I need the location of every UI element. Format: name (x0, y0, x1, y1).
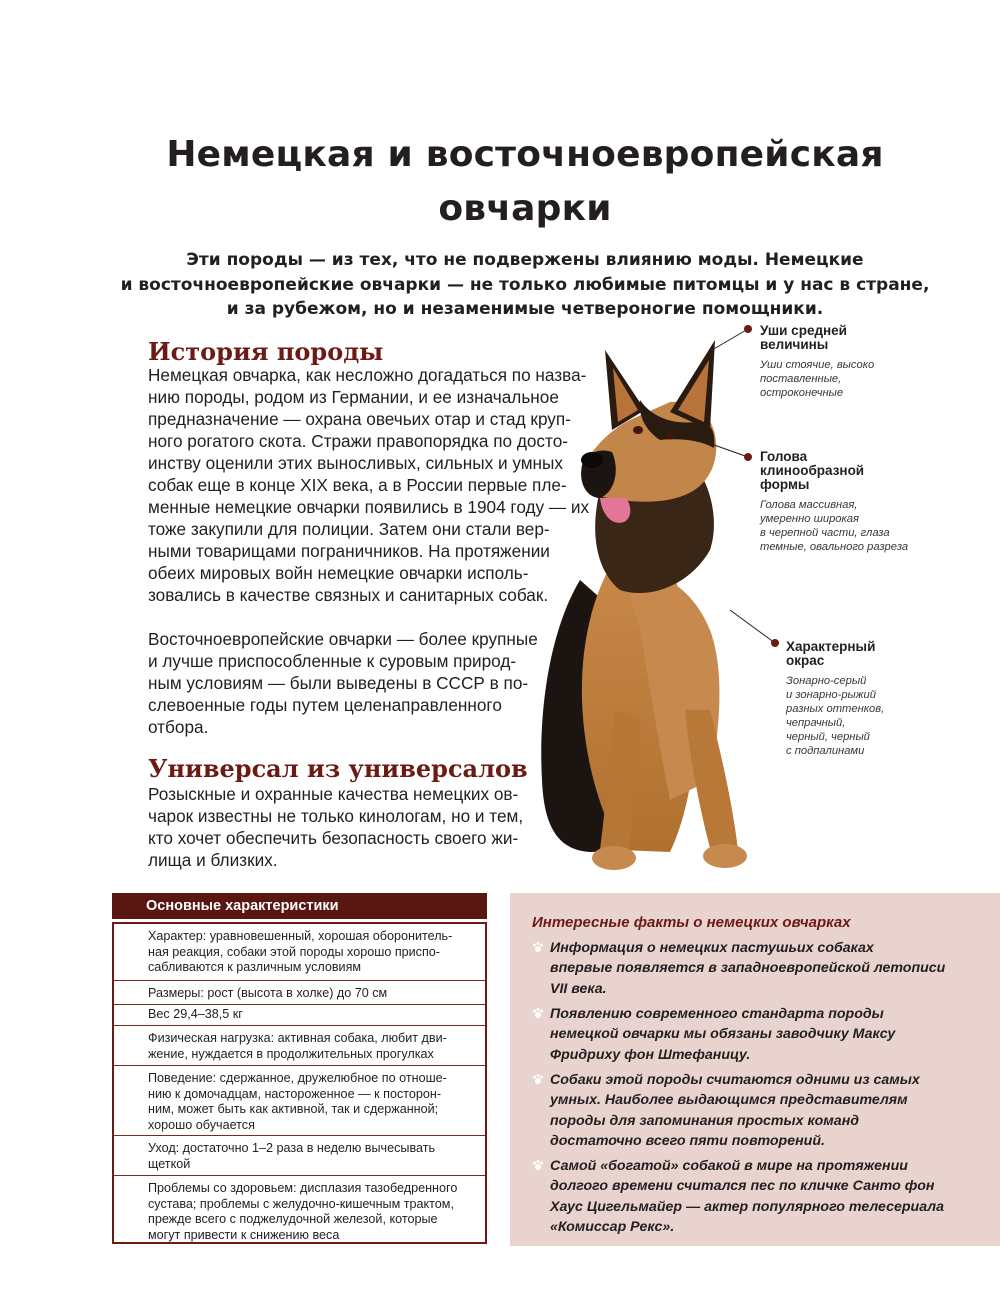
text-line: обеих мировых войн немецкие овчарки исполь- (148, 563, 529, 583)
paw-icon (532, 1159, 544, 1171)
fact-line: Появлению современного стандарта породы (550, 1006, 884, 1022)
history-heading: История породы (148, 337, 384, 366)
table-cell-line: нию к домочадцам, настороженное — к посторон- (148, 1086, 442, 1101)
table-cell-line: щеткой (148, 1156, 191, 1171)
fact-line: долгого времени считался пес по кличке Санто фон (550, 1178, 935, 1195)
callout-desc-line: темные, овального разреза (760, 541, 909, 553)
page-title-line: овчарки (438, 188, 612, 229)
callout-coat (786, 640, 884, 758)
fact-line: Хаус Цигельмайер — актер популярного телесериала (550, 1198, 945, 1215)
table-row (114, 1136, 485, 1176)
callout-desc-line: чепрачный, (786, 717, 846, 729)
callout-ears (760, 324, 874, 400)
fact-line: умных. Наиболее выдающимся представителям (550, 1092, 908, 1109)
intro-line: и за рубежом, но и незаменимые четвероногие помощники. (226, 299, 824, 319)
text-line: тоже закупили для полиции. Затем они стали вер- (148, 519, 550, 539)
callout-title (786, 640, 884, 668)
callout-desc-line: умеренно широкая (760, 513, 860, 525)
callout-desc-line: поставленные, (760, 373, 842, 385)
page-title-line: Немецкая и восточноевропейская (166, 134, 884, 175)
table-row (114, 1026, 485, 1066)
callout-description (760, 498, 908, 554)
callout-desc-line: Голова массивная, (760, 499, 858, 511)
callout-title-line: величины (760, 337, 829, 352)
table-cell-line: Вес 29,4–38,5 кг (148, 1007, 243, 1021)
paw-icon (532, 1007, 544, 1019)
callout-desc-line: и зонарно-рыжий (786, 689, 876, 701)
table-cell-line: ная реакция, собаки этой породы хорошо приспо- (148, 944, 440, 959)
table-cell-line: сабливаются к различным условиям (148, 960, 362, 974)
text-line: лища и близких. (148, 850, 278, 870)
fact-line: Самой «богатой» собакой в мире на протяжении (550, 1158, 908, 1174)
table-row (114, 981, 485, 1005)
fact-line: породы для запоминания простых команд (550, 1112, 860, 1129)
text-line: ного рогатого скота. Стражи правопорядка по досто- (148, 431, 568, 451)
fact-line: Фридриху фон Штефаницу. (550, 1046, 751, 1063)
text-line: нию породы, родом из Германии, и ее изначальное (148, 387, 559, 407)
fact-line: впервые появляется в западноевропейской летописи (550, 960, 946, 977)
universal-heading: Универсал из универсалов (148, 754, 528, 783)
fact-item (550, 1156, 944, 1238)
text-line: инству оценили этих выносливых, сильных и умных (148, 453, 563, 473)
callout-desc-line: разных оттенков, (786, 703, 885, 715)
table-cell-line: Характер: уравновешенный, хорошая оборонитель- (148, 929, 453, 943)
text-line: и лучше приспособленные к суровым природ- (148, 651, 517, 671)
fact-line: Собаки этой породы считаются одними из самых (550, 1072, 920, 1088)
table-cell-line: Физическая нагрузка: активная собака, любит дви- (148, 1031, 447, 1045)
characteristics-header: Основные характеристики (112, 893, 487, 919)
text-line: слевоенные годы путем целенаправленного (148, 695, 502, 715)
fact-item (550, 1070, 920, 1152)
table-cell-line: Уход: достаточно 1–2 раза в неделю вычесывать (148, 1141, 436, 1155)
table-row (114, 1005, 485, 1026)
table-row (114, 1066, 485, 1136)
facts-title: Интересные факты о немецких овчарках (532, 914, 851, 931)
fact-item (550, 938, 945, 999)
text-line: чарок известны не только кинологам, но и тем, (148, 806, 524, 826)
table-cell-line: Поведение: сдержанное, дружелюбное по отноше- (148, 1071, 447, 1085)
callout-title-line: клинообразной (760, 463, 865, 478)
callout-title (760, 450, 908, 492)
intro-line: и восточноевропейские овчарки — не только любимые питомцы и у нас в стране, (120, 274, 930, 295)
fact-line: достаточно всего пяти повторений. (550, 1133, 825, 1150)
table-cell-line: могут привести к снижению веса (148, 1227, 340, 1242)
callout-desc-line: с подпалинами (786, 745, 865, 757)
text-line: зовались в качестве связных и санитарных собак. (148, 585, 549, 605)
german-shepherd-illustration (520, 330, 810, 890)
text-line: Восточноевропейские овчарки — более крупные (148, 629, 538, 649)
callout-description (760, 358, 874, 400)
facts-box (510, 893, 1000, 1246)
text-line: собак еще в конце XIX века, а в России первые пле- (148, 475, 567, 495)
fact-line: Информация о немецких пастушьих собаках (550, 940, 874, 956)
callout-desc-line: черный, черный (786, 731, 870, 743)
page-title (100, 128, 950, 236)
callout-description (786, 674, 884, 758)
callout-title-line: Характерный (786, 639, 876, 654)
table-row (114, 924, 485, 981)
table-cell-line: жение, нуждается в продолжительных прогулках (148, 1046, 434, 1061)
intro-line: Эти породы — из тех, что не подвержены влиянию моды. Немецкие (186, 250, 864, 270)
callout-head (760, 450, 908, 554)
text-line: Немецкая овчарка, как несложно догадаться по назва- (148, 365, 587, 385)
intro-lead (100, 248, 950, 322)
table-cell-line: прежде всего с поджелудочной железой, которые (148, 1212, 438, 1226)
characteristics-table (112, 922, 487, 1244)
callout-desc-line: Уши стоячие, высоко (760, 359, 875, 371)
table-cell-line: Проблемы со здоровьем: дисплазия тазобедренного (148, 1181, 458, 1195)
text-line: предназначение — охрана овечьих отар и стад круп- (148, 409, 571, 429)
text-line: ным условиям — были выведены в СССР в по- (148, 673, 529, 693)
callout-title-line: Уши средней (760, 323, 847, 338)
table-row (114, 1176, 485, 1242)
table-cell-line: сустава; проблемы с желудочно-кишечным трактом, (148, 1196, 454, 1211)
paw-icon (532, 1073, 544, 1085)
fact-item (550, 1004, 895, 1065)
fact-line: VII века. (550, 980, 607, 997)
table-cell-line: хорошо обучается (148, 1117, 255, 1132)
callout-desc-line: в черепной части, глаза (760, 527, 890, 539)
text-line: кто хочет обеспечить безопасность своего жи- (148, 828, 519, 848)
fact-line: немецкой овчарки мы обязаны заводчику Максу (550, 1026, 896, 1043)
table-cell-line: Размеры: рост (высота в холке) до 70 см (148, 986, 388, 1000)
callout-title-line: формы (760, 477, 810, 492)
callout-title-line: окрас (786, 653, 825, 668)
text-line: отбора. (148, 717, 209, 737)
callout-desc-line: остроконечные (760, 387, 844, 399)
table-cell-line: ним, может быть как активной, так и сдержанной; (148, 1102, 439, 1116)
history-paragraph-2 (148, 628, 538, 738)
paw-icon (532, 941, 544, 953)
text-line: Розыскные и охранные качества немецких ов- (148, 784, 519, 804)
callout-desc-line: Зонарно-серый (786, 675, 867, 687)
text-line: менные немецкие овчарки появились в 1904 году — их (148, 497, 590, 517)
callout-title (760, 324, 874, 352)
callout-title-line: Голова (760, 449, 808, 464)
text-line: ными товарищами пограничников. На протяжении (148, 541, 550, 561)
universal-paragraph (148, 783, 523, 871)
fact-line: «Комиссар Рекс». (550, 1219, 675, 1236)
